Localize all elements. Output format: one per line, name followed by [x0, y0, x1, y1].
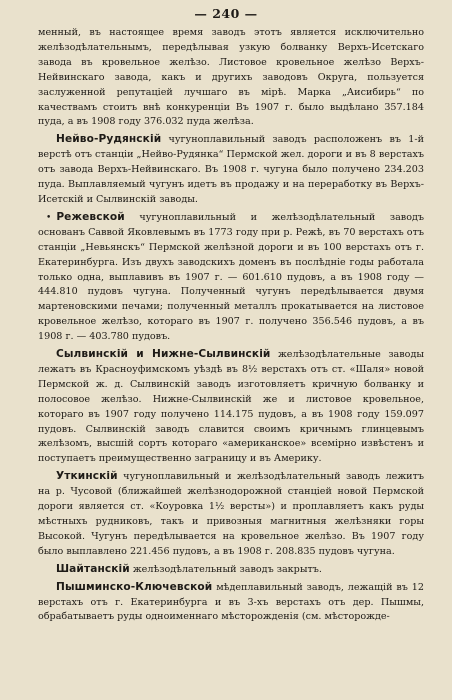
paragraph-text: чугуноплавильный и желѣзодѣлательный заводъ основанъ Саввой Яковлевымъ въ 1773 году при р. Режѣ, въ 70 верстахъ отъ станціи „Невьянскъ“ Пермской желѣзной дороги и въ 100 верстахъ отъ г. Екатеринбурга. Изъ двухъ заводскихъ доменъ въ послѣдніе годы работала только одна, выплавивъ въ 1907 г. — 601.610 пудовъ, а въ 1908 году — 444.810 пудовъ чугуна. Полученный чугунъ передѣлывается двумя мартеновскими печами; полученный металлъ прокатывается на листовое кровельное желѣзо, котораго въ 1907 г. получено 356.546 пудовъ, а въ 1908 г. — 403.780 пудовъ.: [38, 211, 424, 343]
page-text: [38, 26, 424, 625]
paragraph-heading: Уткинскій: [56, 470, 118, 483]
paragraph-shaytansky: [38, 562, 424, 578]
paragraph-text: желѣзодѣлательные заводы лежатъ въ Красноуфимскомъ уѣздѣ въ 8½ верстахъ отъ ст. «Шаля» новой Пермской ж. д. Сылвинскій заводъ изготовляетъ кричную болванку и полосовое желѣзо. Нижне-Сылвинскій же и листовое кровельное, котораго въ 1907 году получено 114.175 пудовъ, а въ 1908 году 159.097 пудовъ. Сылвинскій заводъ славится своимъ кричнымъ глинцевымъ желѣзомъ, высшій сортъ котораго «американское» всемірно извѣстенъ и поступаетъ преимущественно заграницу и въ Америку.: [38, 349, 424, 465]
paragraph-heading: Шайтанскій: [56, 562, 130, 575]
paragraph-utkinsky: [38, 469, 424, 559]
paragraph-neyvo-rudyansky: [38, 132, 424, 208]
paragraph-text: желѣзодѣлательный заводъ закрытъ.: [132, 563, 322, 575]
paragraph-rezhevskoy: [38, 210, 424, 345]
paragraph-sylvinsky: [38, 347, 424, 467]
page-number: — 240 —: [194, 6, 258, 21]
paragraph-text: чугуноплавильный заводъ расположенъ въ 1-й верстѣ отъ станціи „Нейво-Рудянка“ Пермской жел. дороги и въ 8 верстахъ отъ завода Верхъ-Нейвинскаго. Въ 1908 г. чугуна было получено 234.203 пуда. Выплавляемый чугунъ идетъ въ продажу и на переработку въ Верхъ-Исетскій и Сылвинскій заводы.: [38, 134, 424, 205]
paragraph-heading: Режевской: [56, 210, 125, 223]
paragraph-text: мѣдеплавильный заводъ, лежащій въ 12 верстахъ отъ г. Екатеринбурга и въ 3-хъ верстахъ отъ дер. Пышмы, обрабатываетъ руды одноименнаго мѣсторожденія (см. мѣсторожде-: [38, 581, 424, 623]
paragraph-text: чугуноплавильный и желѣзодѣлательный заводъ лежитъ на р. Чусовой (ближайшей желѣзнодорожной станціей новой Пермской дороги является ст. «Коуровка 1½ версты») и проплавляетъ какъ руды мѣстныхъ рудниковъ, такъ и привозныя магнитныя желѣзняки горы Высокой. Чугунъ передѣлывается на кровельное желѣзо. Въ 1907 году было выплавлено 221.456 пудовъ, а въ 1908 г. 208.835 пудовъ чугуна.: [38, 471, 424, 557]
paragraph-verkh-neyvinsky: [38, 26, 424, 130]
paragraph-heading: Пышминско-Ключевской: [56, 580, 213, 593]
bullet-mark: •: [46, 212, 52, 223]
paragraph-heading: Нейво-Рудянскій: [56, 133, 162, 146]
paragraph-text: менный, въ настоящее время заводъ этотъ является исключительно желѣзодѣлательнымъ, передѣлывая узкую болванку Верхъ-Исетскаго завода въ кровельное желѣзо. Листовое кровельное желѣзо Верхъ-Нейвинскаго завода, какъ и другихъ заводовъ Округа, пользуется заслуженной репутаціей лучшаго въ мірѣ. Марка „Аисибирь“ по качествамъ стоитъ внѣ конкуренціи Въ 1907 г. было выдѣлано 357.184 пуда, а въ 1908 году 376.032 пуда желѣза.: [38, 27, 424, 128]
paragraph-heading: Сылвинскій и Нижне-Сылвинскій: [56, 348, 271, 361]
paragraph-pyshminsko-klyuchevskoy: [38, 580, 424, 626]
